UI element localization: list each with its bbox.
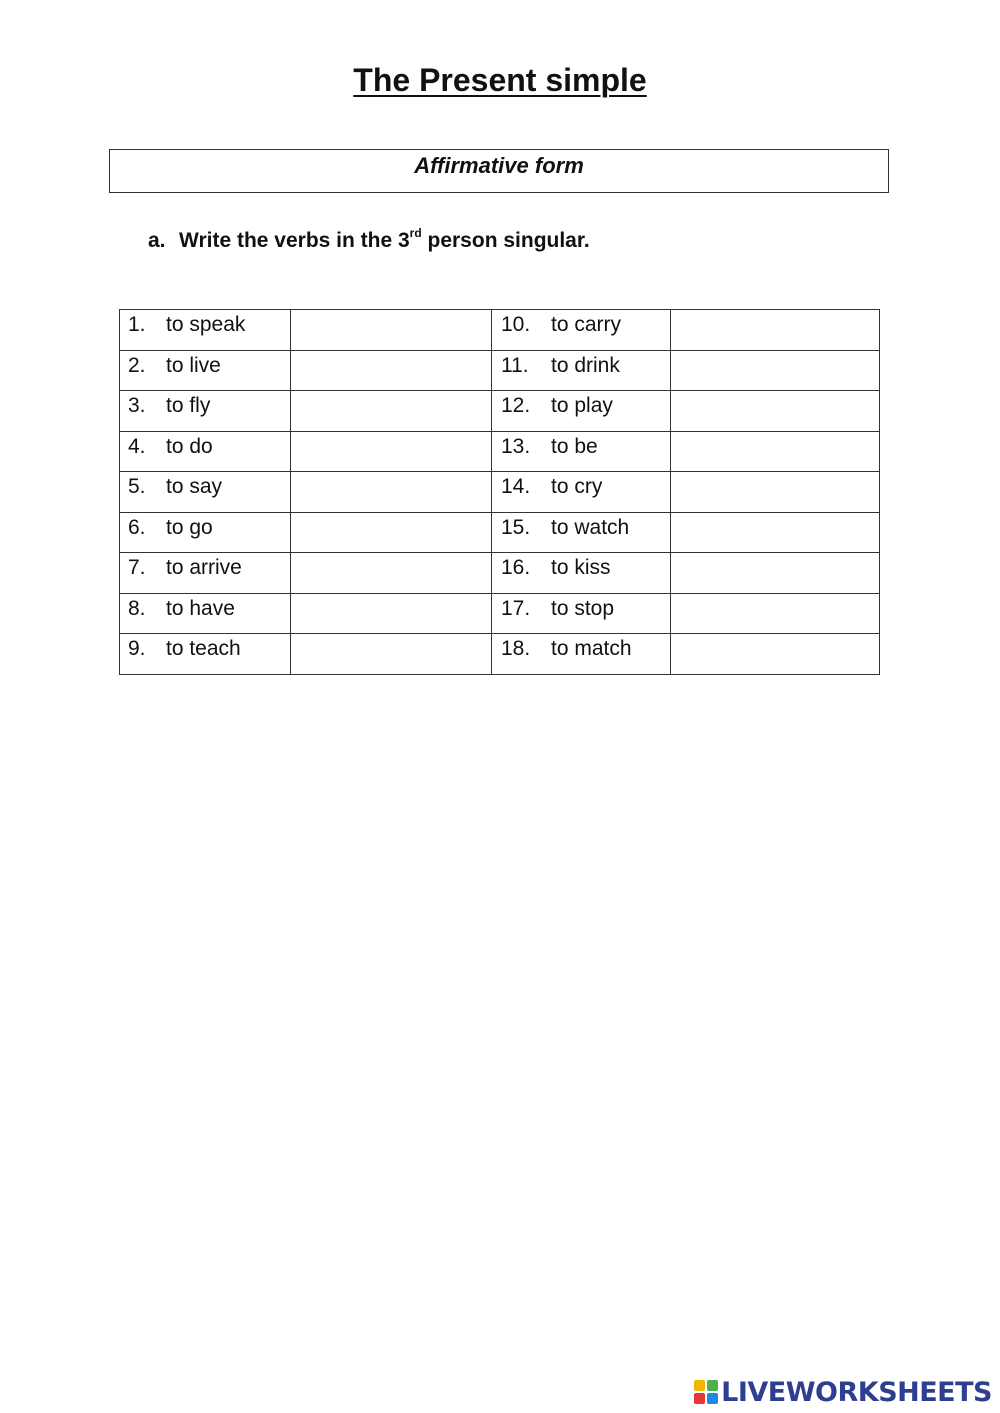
verb-number: 6. (128, 515, 146, 539)
verb-number: 12. (501, 394, 531, 417)
verb-number: 1. (128, 313, 146, 336)
logo-mark-icon (694, 1380, 718, 1404)
table-row (120, 634, 880, 675)
table-row (120, 472, 880, 513)
table-row (120, 391, 880, 432)
verb-number: 17. (501, 596, 531, 620)
verb-number: 3. (128, 394, 146, 417)
verb-number: 10. (501, 313, 531, 336)
answer-field[interactable] (671, 391, 880, 432)
verb-cell (492, 310, 671, 351)
table-row (120, 310, 880, 351)
verb-cell (492, 350, 671, 391)
answer-field[interactable] (291, 593, 492, 634)
verb-text: to play (551, 394, 613, 417)
verb-number: 8. (128, 596, 146, 620)
verb-cell (492, 472, 671, 513)
verb-cell (120, 350, 291, 391)
table-row (120, 431, 880, 472)
section-header-label: Affirmative form (414, 153, 584, 178)
verb-number: 11. (501, 353, 529, 377)
exercise-instruction (148, 228, 590, 253)
instruction-text: Write the verbs in the 3 (179, 229, 410, 252)
section-header (109, 149, 889, 193)
verb-text: to say (166, 475, 223, 498)
verb-text: to live (166, 353, 221, 377)
instruction-superscript: rd (409, 226, 422, 240)
verb-text: to teach (166, 637, 241, 660)
verb-number: 18. (501, 637, 531, 660)
answer-field[interactable] (291, 472, 492, 513)
verb-number: 16. (501, 556, 531, 579)
verb-cell (492, 391, 671, 432)
verb-text: to watch (551, 515, 630, 539)
verb-cell (492, 431, 671, 472)
verb-cell (492, 593, 671, 634)
verb-number: 4. (128, 434, 146, 458)
verb-cell (120, 472, 291, 513)
verb-text: to have (166, 596, 235, 620)
answer-field[interactable] (671, 553, 880, 594)
answer-field[interactable] (291, 553, 492, 594)
verb-cell (120, 391, 291, 432)
answer-field[interactable] (291, 512, 492, 553)
verb-cell (120, 634, 291, 675)
verb-number: 15. (501, 515, 531, 539)
verbs-table (119, 309, 880, 675)
verb-cell (120, 310, 291, 351)
page-title: The Present simple (353, 62, 647, 98)
answer-field[interactable] (291, 350, 492, 391)
verb-number: 13. (501, 434, 531, 458)
verb-cell (120, 593, 291, 634)
table-row (120, 512, 880, 553)
verb-number: 14. (501, 475, 531, 498)
logo-text: LIVEWORKSHEETS (721, 1376, 992, 1408)
answer-field[interactable] (671, 634, 880, 675)
verb-cell (120, 431, 291, 472)
verb-text: to carry (551, 313, 622, 336)
verb-text: to cry (551, 475, 603, 498)
verb-number: 2. (128, 353, 146, 377)
verb-text: to kiss (551, 556, 611, 579)
verb-text: to go (166, 515, 213, 539)
liveworksheets-logo (694, 1377, 992, 1407)
answer-field[interactable] (671, 431, 880, 472)
verb-text: to stop (551, 596, 615, 620)
instruction-text-end: person singular. (421, 229, 590, 252)
verb-text: to speak (166, 313, 246, 336)
table-row (120, 593, 880, 634)
answer-field[interactable] (291, 391, 492, 432)
answer-field[interactable] (671, 472, 880, 513)
instruction-letter: a. (148, 229, 166, 252)
verb-cell (120, 512, 291, 553)
table-row (120, 350, 880, 391)
table-row (120, 553, 880, 594)
verb-text: to arrive (166, 556, 242, 579)
verb-cell (120, 553, 291, 594)
verb-cell (492, 634, 671, 675)
answer-field[interactable] (671, 350, 880, 391)
verb-cell (492, 553, 671, 594)
verb-number: 5. (128, 475, 146, 498)
verb-text: to match (551, 637, 632, 660)
verb-text: to be (551, 434, 598, 458)
verb-cell (492, 512, 671, 553)
answer-field[interactable] (671, 310, 880, 351)
answer-field[interactable] (291, 310, 492, 351)
verb-text: to do (166, 434, 213, 458)
answer-field[interactable] (671, 593, 880, 634)
verb-text: to drink (551, 353, 620, 377)
answer-field[interactable] (291, 634, 492, 675)
verb-text: to fly (166, 394, 211, 417)
verb-number: 9. (128, 637, 146, 660)
verb-number: 7. (128, 556, 146, 579)
answer-field[interactable] (291, 431, 492, 472)
answer-field[interactable] (671, 512, 880, 553)
